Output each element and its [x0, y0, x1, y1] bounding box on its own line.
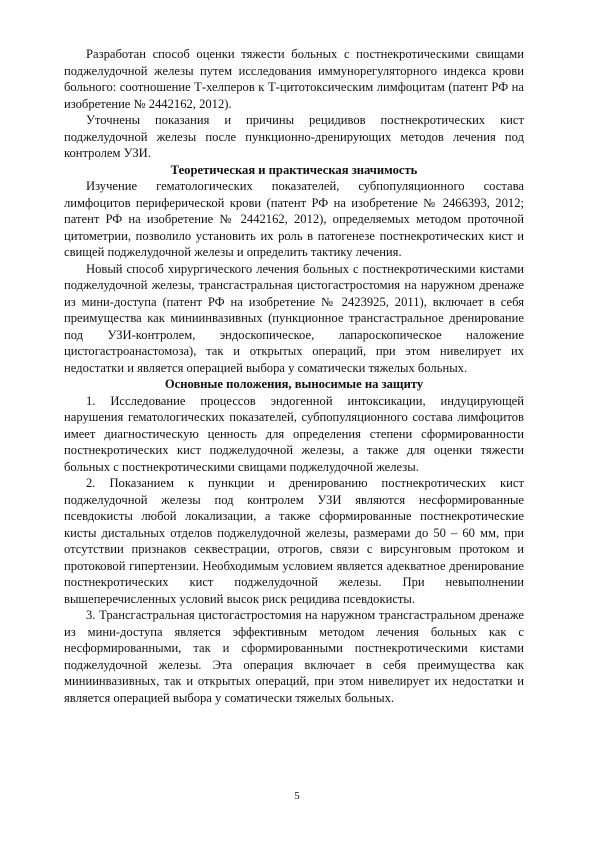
- provision-item-2: 2. Показанием к пункции и дренированию постнекротических кист поджелудочной железы под контролем УЗИ являются несформированные псевдокисты любой локализации, а также сформированные постнекротические кисты дистальных отделов поджелудочной железы, размерами до 50 – 60 мм, при отсутствии признаков секвестрации, отрогов, связи с вирсунговым протоком и протоковой гипертензии. Необходимым условием является адекватное дренирование постнекротических кист поджелудочной железы. При невыполнении вышеперечисленных условий высок риск рецидива псевдокисты.: [64, 476, 524, 606]
- paragraph-indications-recurrence: Уточнены показания и причины рецидивов постнекротических кист поджелудочной железы после пункционно-дренирующих методов лечения под контролем УЗИ.: [64, 113, 524, 160]
- heading-significance: Теоретическая и практическая значимость: [170, 162, 418, 177]
- paragraph-hematology-study: Изучение гематологических показателей, субпопуляционного состава лимфоцитов периферической крови (патент РФ на изобретение № 2466393, 2012; патент РФ на изобретение № 2442162, 2012), определяемых методом проточной цитометрии, позволило установить их роль в патогенезе постнекротических кист и свищей поджелудочной железы и определить тактику лечения.: [64, 179, 524, 259]
- heading-provisions: Основные положения, выносимые на защиту: [164, 377, 424, 391]
- paragraph-method-assessment: Разработан способ оценки тяжести больных с постнекротическими свищами поджелудочной железы путем исследования иммунорегуляторного индекса крови больного: соотношение Т-хелперов к Т-цитотоксическим лимфоцитам (патент РФ на изобретение № 2442162, 2012).: [64, 47, 524, 111]
- paragraph-surgical-method: Новый способ хирургического лечения больных с постнекротическими кистами поджелудочной железы, трансгастральная цистогастростомия на наружном дренаже из мини-доступа (патент РФ на изобретение № 2423925, 2011), включает в себя преимущества как миниинвазивных (пункционное трансгастральное дренирование под УЗИ-контролем, эндоскопическое, лапароскопическое наложение цистогастроанастомоза), так и открытых операций, при этом нивелирует их недостатки и является операцией выбора у соматически тяжелых больных.: [64, 261, 524, 375]
- page-number: 5: [294, 790, 300, 802]
- provision-item-1: 1. Исследование процессов эндогенной интоксикации, индуцирующей нарушения гематологических показателей, субпопуляционного состава лимфоцитов имеет диагностическую ценность для определения степени сформированности постнекротических кист поджелудочной железы, а также для оценки тяжести больных с постнекротическими свищами поджелудочной железы.: [64, 393, 524, 474]
- provision-item-3: 3. Трансгастральная цистогастростомия на наружном трансгастральном дренаже из мини-доступа является эффективным методом лечения больных как с несформированными, так и сформированными постнекротическими кистами поджелудочной железы. Эта операция включает в себя преимущества как миниинвазивных, так и открытых операций, при этом нивелирует их недостатки и является операцией выбора у соматически тяжелых больных.: [64, 608, 524, 705]
- document-page: [64, 46, 524, 706]
